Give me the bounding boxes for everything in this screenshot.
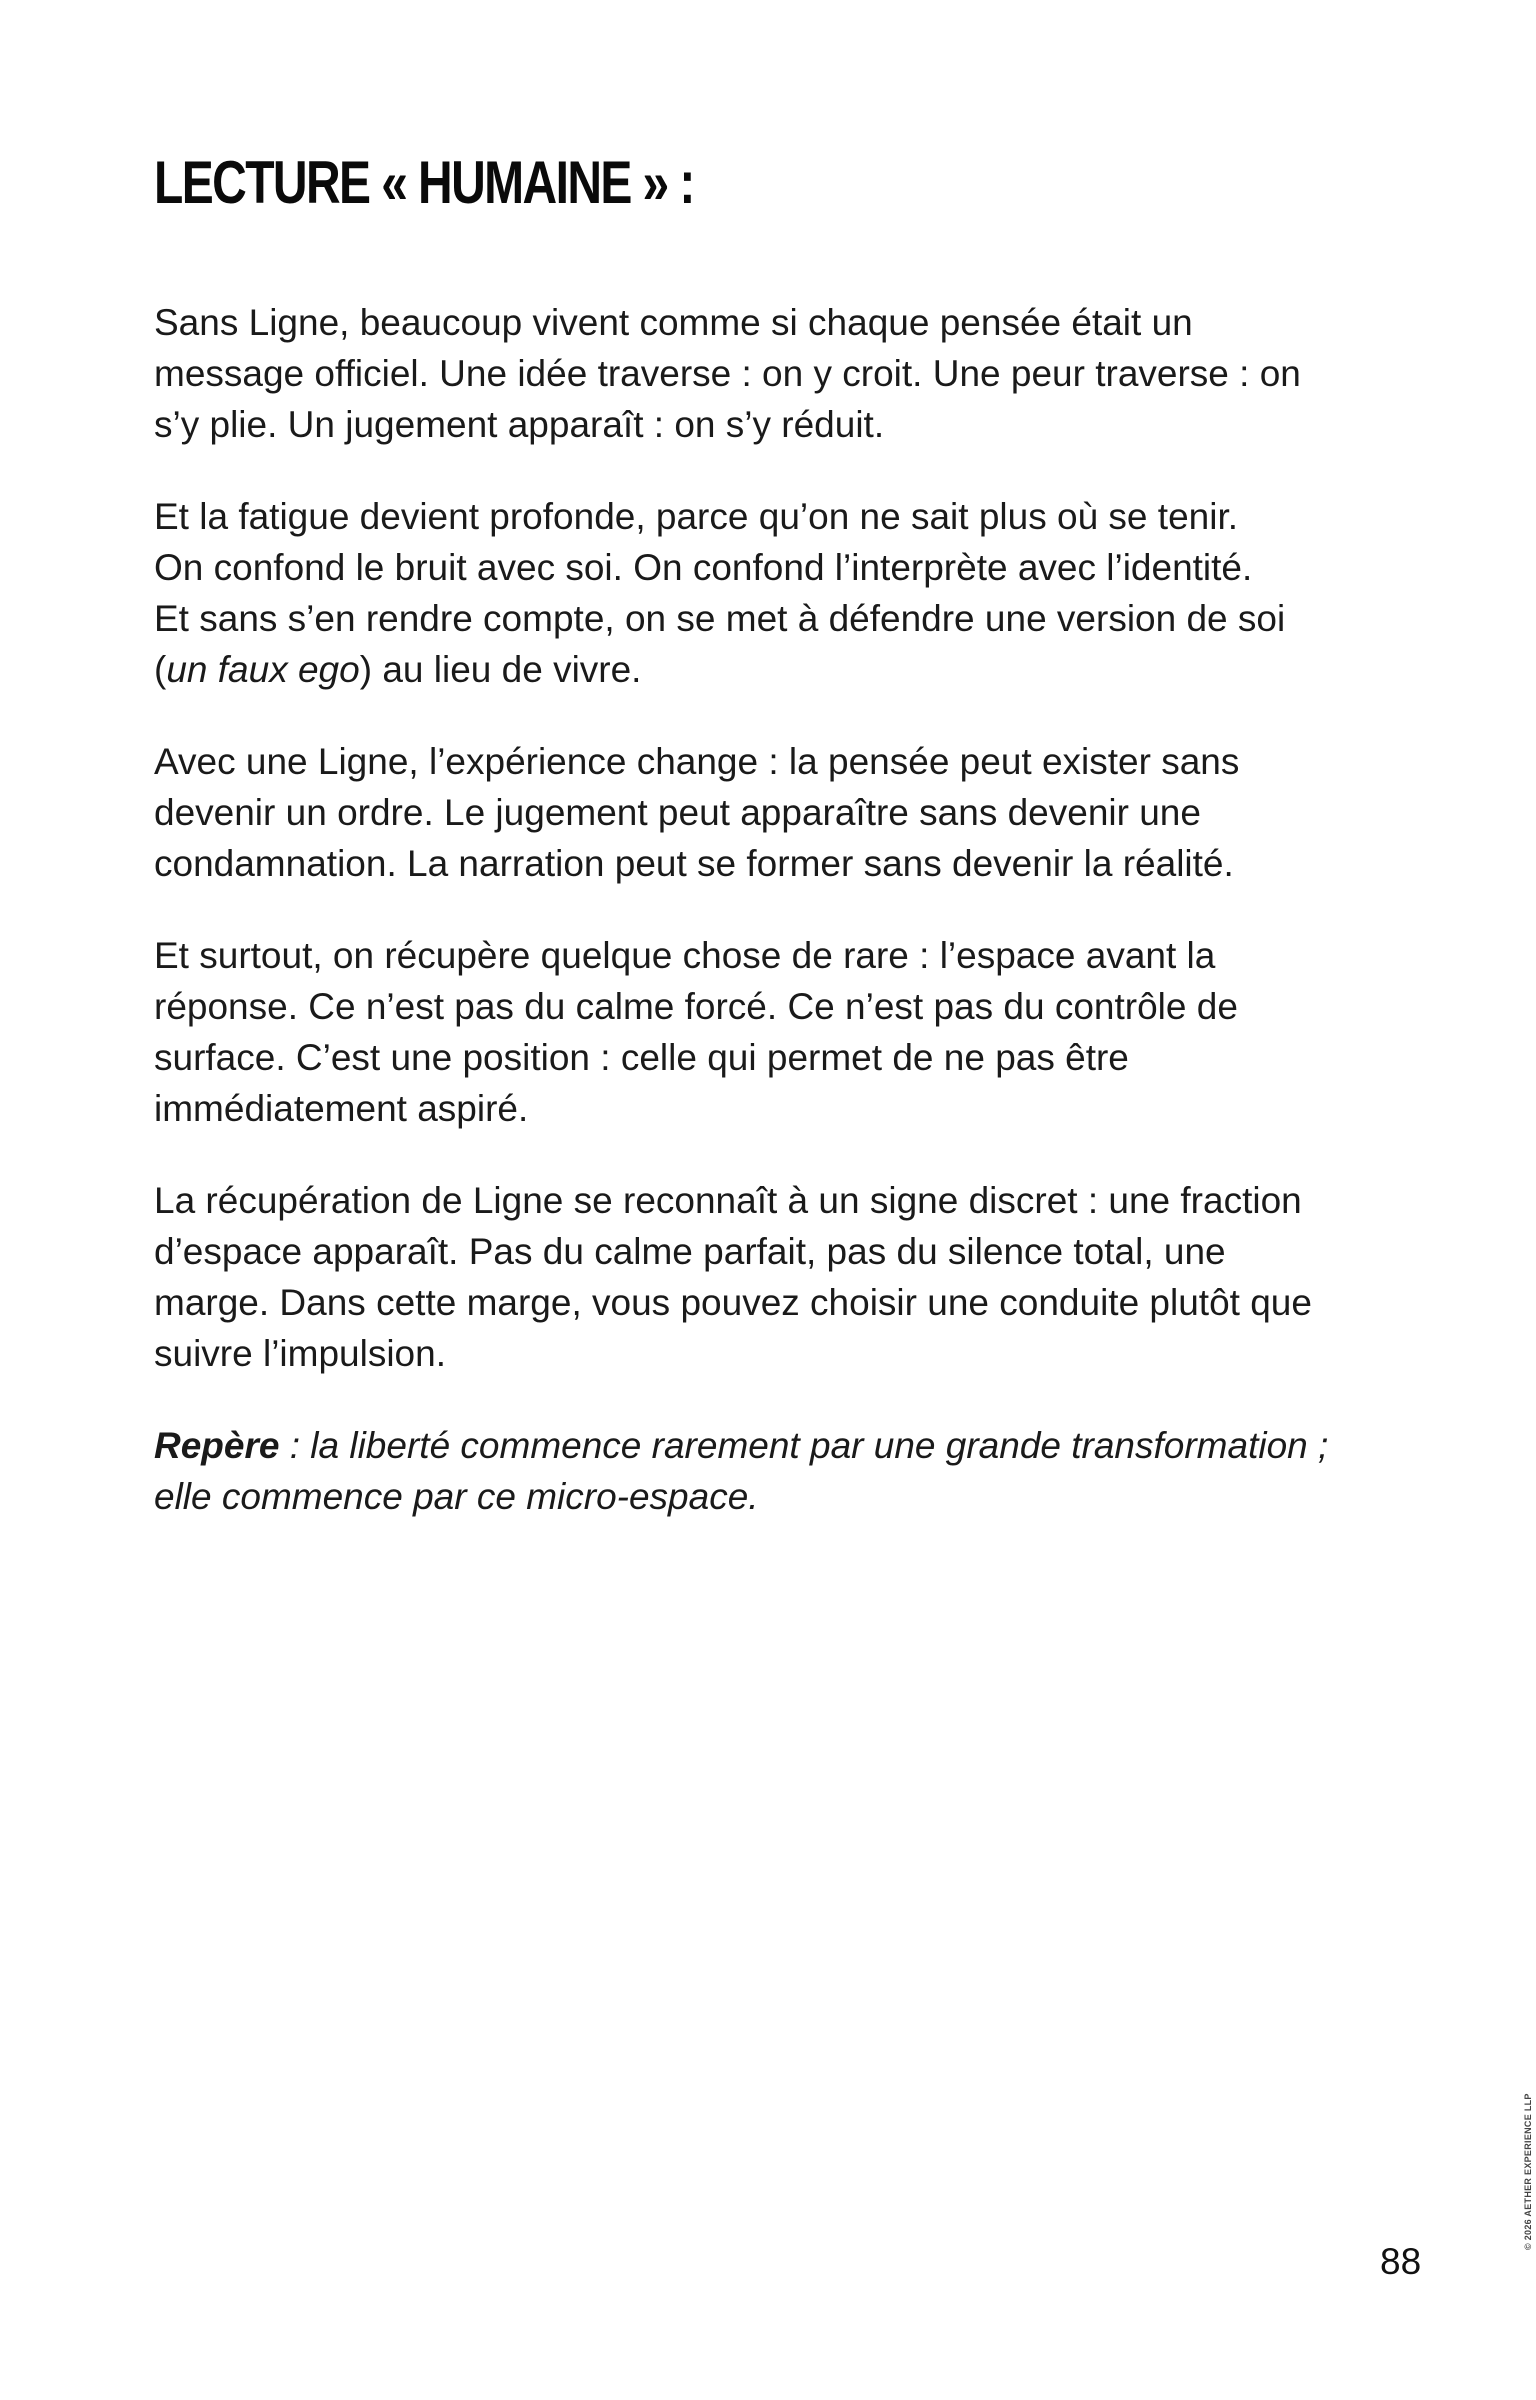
paragraph-2 (154, 491, 1404, 695)
paren-open: ( (154, 649, 167, 690)
paragraph-1 (154, 297, 1404, 450)
paragraph-line: La récupération de Ligne se reconnaît à un signe discret : une fraction (154, 1180, 1302, 1221)
paragraph-line (154, 644, 1404, 695)
paragraph-line: devenir un ordre. Le jugement peut apparaître sans devenir une (154, 792, 1201, 833)
paragraph-line: Avec une Ligne, l’expérience change : la pensée peut exister sans (154, 741, 1240, 782)
paragraph-line: Et sans s’en rendre compte, on se met à défendre une version de soi (154, 598, 1286, 639)
italic-phrase: un faux ego (166, 649, 360, 690)
paragraph-line: Et la fatigue devient profonde, parce qu’on ne sait plus où se tenir. (154, 496, 1239, 537)
remark-label: Repère (154, 1425, 280, 1466)
paragraph-line: réponse. Ce n’est pas du calme forcé. Ce n’est pas du contrôle de (154, 986, 1238, 1027)
paragraph-line: On confond le bruit avec soi. On confond l’interprète avec l’identité. (154, 547, 1253, 588)
remark-text: : la liberté commence rarement par une grande transformation ; (279, 1425, 1329, 1466)
remark-line: elle commence par ce micro-espace. (154, 1476, 759, 1517)
paragraph-line: s’y plie. Un jugement apparaît : on s’y réduit. (154, 404, 885, 445)
remark-paragraph (154, 1420, 1404, 1522)
paragraph-line: immédiatement aspiré. (154, 1088, 529, 1129)
paragraph-line: d’espace apparaît. Pas du calme parfait, pas du silence total, une (154, 1231, 1226, 1272)
paragraph-5 (154, 1175, 1404, 1379)
paragraph-line: message officiel. Une idée traverse : on y croit. Une peur traverse : on (154, 353, 1301, 394)
page-number: 88 (1380, 2241, 1422, 2282)
body-text (154, 297, 1404, 1563)
paragraph-4 (154, 930, 1404, 1134)
paragraph-line: suivre l’impulsion. (154, 1333, 446, 1374)
paragraph-line: Sans Ligne, beaucoup vivent comme si chaque pensée était un (154, 302, 1193, 343)
remark-line (154, 1420, 1404, 1471)
paragraph-3 (154, 736, 1404, 889)
paragraph-line: Et surtout, on récupère quelque chose de rare : l’espace avant la (154, 935, 1216, 976)
paragraph-line: surface. C’est une position : celle qui permet de ne pas être (154, 1037, 1129, 1078)
section-heading: LECTURE « HUMAINE » : (154, 149, 694, 216)
line-end: ) au lieu de vivre. (359, 649, 642, 690)
paragraph-line: marge. Dans cette marge, vous pouvez choisir une conduite plutôt que (154, 1282, 1312, 1323)
paragraph-line: condamnation. La narration peut se former sans devenir la réalité. (154, 843, 1234, 884)
copyright-notice: © 2026 AETHER EXPERIENCE LLP (1523, 2093, 1533, 2250)
